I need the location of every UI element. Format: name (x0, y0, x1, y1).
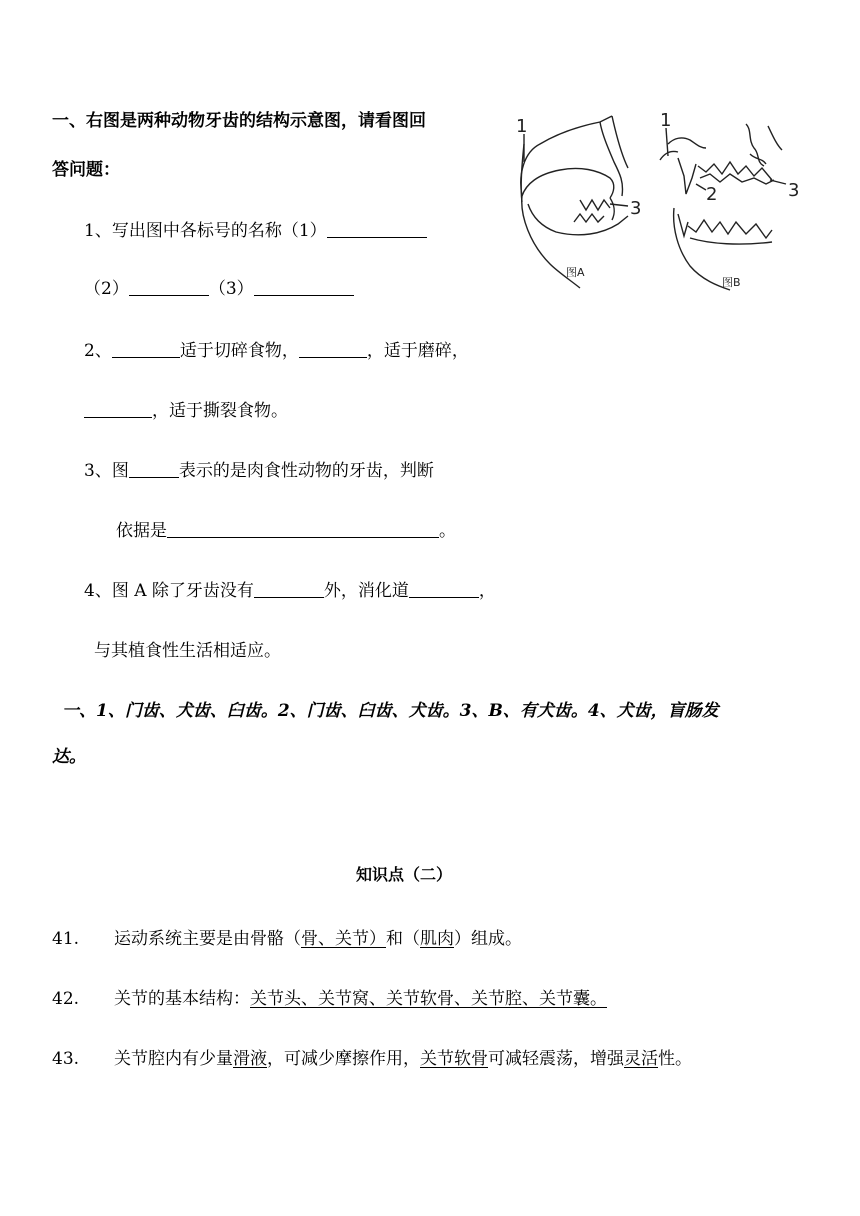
item-underlined-text: 关节软骨 (420, 1049, 488, 1069)
item-text: ，可减少摩擦作用， (267, 1049, 420, 1069)
item-underlined-text: 灵活 (624, 1049, 658, 1069)
question-1-line-b (84, 274, 354, 299)
item-underlined-text: 关节头、关节窝、关节软骨、关节腔、关节囊。 (250, 989, 607, 1009)
answer-blank-7[interactable] (129, 459, 179, 478)
item-text: 关节的基本结构： (114, 989, 250, 1009)
list-item-42 (52, 984, 607, 1009)
answer-blank-10[interactable] (409, 579, 479, 598)
item-text: 可减轻震荡，增强 (488, 1049, 624, 1069)
question-3-line-b (116, 516, 456, 541)
question-1-prefix: 1、写出图中各标号的名称（1） (84, 221, 327, 241)
question-4-text-b: 外，消化道 (323, 581, 409, 601)
answer-line1: 一、1、门齿、犬齿、臼齿。2、门齿、臼齿、犬齿。3、B、有犬齿。4、犬齿，盲肠发 (62, 701, 719, 721)
question-2-line-b (84, 396, 288, 421)
item-number: 43. (52, 1049, 80, 1069)
figure-b-label-2: 2 (706, 184, 718, 205)
question-1-label-3: （3） (208, 279, 254, 299)
answer-blank-4[interactable] (112, 339, 180, 358)
item-text: 和（ (386, 929, 420, 949)
question-3-line-a (84, 456, 434, 481)
list-item-43 (52, 1044, 692, 1069)
answer-blank-8[interactable] (167, 519, 439, 538)
figure-b-caption: 图B (722, 276, 741, 289)
question-2-text-c: ，适于磨碎， (366, 341, 469, 361)
question-title-line2: 答问题： (52, 160, 120, 180)
item-text: 关节腔内有少量 (114, 1049, 233, 1069)
item-number: 42. (52, 989, 80, 1009)
figure-a-label-3: 3 (630, 198, 642, 219)
question-1-label-2: （2） (84, 279, 129, 299)
item-text: 性。 (658, 1049, 692, 1069)
item-underlined-text: 骨、关节） (301, 929, 386, 949)
question-4-line-b: 与其植食性生活相适应。 (94, 641, 281, 661)
question-3-text-d: 。 (439, 521, 456, 541)
question-3-text-b: 表示的是肉食性动物的牙齿，判断 (178, 461, 434, 481)
figure-b-label-1: 1 (660, 110, 672, 131)
answer-blank-6[interactable] (84, 399, 152, 418)
answer-blank-9[interactable] (254, 579, 324, 598)
question-2-line-a (84, 336, 469, 361)
list-item-41 (52, 924, 522, 949)
answer-blank-3[interactable] (254, 277, 354, 296)
item-number: 41. (52, 929, 80, 949)
item-underlined-text: 滑液 (233, 1049, 267, 1069)
answer-blank-5[interactable] (299, 339, 367, 358)
item-text: 运动系统主要是由骨骼（ (114, 929, 301, 949)
answer-line2: 达。 (52, 747, 86, 767)
question-2-text-d: ，适于撕裂食物。 (152, 401, 288, 421)
figure-a-caption: 图A (566, 266, 585, 279)
question-3-prefix: 3、图 (84, 461, 129, 481)
figure-b-label-3: 3 (788, 180, 800, 201)
answer-blank-1[interactable] (327, 219, 427, 238)
figure-a-skull (521, 116, 628, 288)
question-1-line-a (84, 216, 427, 241)
item-text: ）组成。 (454, 929, 522, 949)
section-title: 知识点（二） (356, 865, 453, 884)
question-title-line1: 一、右图是两种动物牙齿的结构示意图，请看图回 (52, 111, 426, 131)
question-3-text-c: 依据是 (116, 521, 167, 541)
answer-blank-2[interactable] (129, 277, 209, 296)
item-underlined-text: 肌肉 (420, 929, 454, 949)
question-4-line-a (84, 576, 496, 601)
question-2-text-b: 适于切碎食物， (179, 341, 299, 361)
figure-b-skull (660, 124, 786, 290)
teeth-figure (510, 104, 810, 294)
figure-a-label-1: 1 (516, 116, 528, 137)
question-4-prefix: 4、图 A 除了牙齿没有 (84, 581, 254, 601)
question-2-prefix: 2、 (84, 341, 112, 361)
question-4-text-c: ， (478, 581, 496, 601)
